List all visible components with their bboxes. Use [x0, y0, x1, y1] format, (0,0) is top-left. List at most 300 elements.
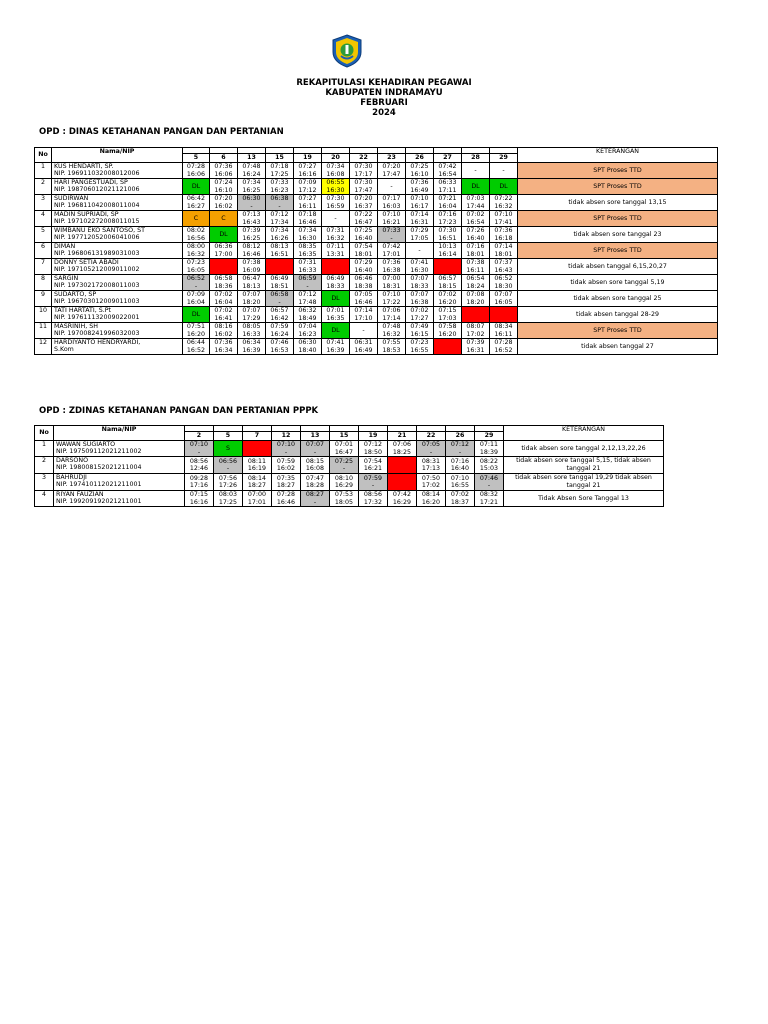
time-in: 06:33: [438, 179, 457, 187]
attendance-cell: [462, 179, 490, 195]
time-out: -: [250, 202, 253, 210]
time-out: 16:11: [298, 202, 317, 210]
attendance-cell: [359, 474, 388, 491]
employee-name: DARSONO: [56, 457, 89, 464]
attendance-cell: [238, 339, 266, 355]
time-in: 07:06: [382, 307, 401, 315]
time-in: 07:49: [410, 323, 429, 331]
time-in: 07:07: [305, 441, 325, 449]
attendance-cell: [490, 275, 518, 291]
attendance-cell: [446, 474, 475, 491]
time-out: 16:38: [382, 266, 401, 274]
day-header: 15: [266, 154, 294, 163]
time-in: 07:11: [326, 243, 345, 251]
attendance-cell: [388, 457, 417, 474]
day-header: 7: [243, 432, 272, 441]
time-out: 16:29: [334, 482, 354, 489]
time-in: 08:14: [247, 474, 267, 482]
time-out: 17:02: [421, 482, 441, 489]
attendance-cell: [490, 291, 518, 307]
time-in: 07:47: [305, 474, 325, 482]
time-in: 07:53: [334, 491, 354, 499]
time-in: 07:02: [214, 307, 233, 315]
time-out: 16:49: [410, 186, 429, 194]
time-out: 17:41: [494, 218, 513, 226]
employee-nip: S.Kom: [54, 346, 74, 354]
employee-nip: NIP. 198706012021121006: [54, 186, 140, 194]
time-out: 18:49: [298, 314, 317, 322]
time-in: 06:34: [242, 339, 261, 347]
attendance-cell: [185, 441, 214, 457]
time-out: 16:09: [242, 266, 261, 274]
row-number: 12: [35, 339, 52, 355]
attendance-cell: [210, 243, 238, 259]
time-out: 17:17: [354, 170, 373, 178]
day-header: 26: [446, 432, 475, 441]
keterangan-cell: tidak absen sore tanggal 2,12,13,22,26: [504, 441, 664, 457]
attendance-cell: [417, 457, 446, 474]
keterangan-cell: tidak absen tanggal 27: [518, 339, 718, 355]
employee-cell: [54, 474, 185, 491]
time-out: 16:46: [276, 498, 296, 506]
time-in: 07:55: [382, 339, 401, 347]
time-out: 16:37: [354, 202, 373, 210]
time-out: 16:10: [214, 186, 233, 194]
time-out: 18:38: [354, 282, 373, 290]
time-in: 07:34: [242, 179, 261, 187]
attendance-cell: [238, 307, 266, 323]
time-out: -: [458, 448, 462, 456]
keterangan-cell: SPT Proses TTD: [518, 323, 718, 339]
employee-name: SUDARTO, SP: [54, 291, 97, 298]
employee-cell: [54, 491, 185, 507]
attendance-cell: [183, 227, 210, 243]
attendance-cell: [330, 457, 359, 474]
time-out: 16:32: [494, 202, 513, 210]
time-in: 07:29: [410, 227, 429, 235]
keterangan-cell: tidak absen tanggal 28-29: [518, 307, 718, 323]
employee-nip: NIP. 197008241996032003: [54, 330, 140, 338]
attendance-cell: [210, 275, 238, 291]
attendance-cell: [185, 491, 214, 507]
time-in: 07:48: [242, 163, 261, 171]
employee-cell: [52, 227, 183, 243]
attendance-cell: [238, 227, 266, 243]
time-out: 16:08: [326, 170, 345, 178]
employee-cell: [52, 339, 183, 355]
row-number: 3: [35, 474, 54, 491]
attendance-cell: [272, 491, 301, 507]
title-line-4: 2024: [372, 108, 396, 118]
row-number: 5: [35, 227, 52, 243]
day-header: 26: [406, 154, 434, 163]
employee-nip: NIP. 197105212009011002: [54, 266, 140, 274]
keterangan-cell: SPT Proses TTD: [518, 179, 718, 195]
attendance-cell: [322, 195, 350, 211]
attendance-cell: [266, 259, 294, 275]
time-in: 07:28: [186, 163, 206, 171]
time-in: 08:00: [186, 243, 206, 251]
attendance-cell: [434, 227, 462, 243]
time-out: -: [194, 282, 198, 290]
time-out: 16:20: [421, 498, 441, 506]
time-out: 16:46: [354, 298, 373, 306]
attendance-cell: [350, 275, 378, 291]
time-in: 07:34: [270, 227, 289, 235]
time-in: 07:17: [382, 195, 401, 203]
attendance-cell: [490, 259, 518, 275]
time-in: 08:56: [363, 491, 383, 499]
attendance-cell: [210, 227, 238, 243]
time-in: 06:55: [326, 179, 345, 187]
time-out: 18:28: [305, 482, 325, 489]
row-number: 1: [35, 441, 54, 457]
time-in: 08:02: [186, 227, 206, 235]
attendance-cell: [490, 163, 518, 179]
time-in: 07:18: [270, 163, 289, 171]
time-out: 16:04: [186, 298, 206, 306]
time-in: DL: [191, 182, 201, 190]
time-out: 16:51: [438, 234, 457, 242]
time-in: 07:10: [382, 291, 401, 299]
attendance-cell: [210, 195, 238, 211]
attendance-cell: [406, 307, 434, 323]
attendance-cell: [294, 243, 322, 259]
attendance-cell: [446, 457, 475, 474]
time-out: 18:13: [242, 282, 261, 290]
time-in: 07:31: [298, 259, 317, 267]
time-in: 07:05: [421, 441, 441, 449]
attendance-cell: [462, 259, 490, 275]
time-out: 18:30: [494, 282, 513, 290]
time-in: 07:25: [354, 227, 373, 235]
time-in: 07:12: [298, 291, 317, 299]
attendance-cell: [417, 474, 446, 491]
time-in: 07:00: [247, 491, 267, 499]
attendance-cell: [183, 339, 210, 355]
time-in: 06:46: [354, 275, 373, 283]
time-in: -: [362, 326, 365, 334]
time-out: 17:25: [218, 498, 238, 506]
time-in: 07:07: [410, 275, 429, 283]
time-out: 17:47: [382, 170, 401, 178]
attendance-cell: [183, 275, 210, 291]
time-out: 18:37: [450, 498, 470, 506]
attendance-cell: [475, 457, 504, 474]
attendance-cell: [406, 339, 434, 355]
time-out: 16:27: [186, 202, 206, 210]
time-out: 16:34: [214, 346, 233, 354]
time-out: 18:39: [479, 448, 499, 456]
keterangan-cell: SPT Proses TTD: [518, 211, 718, 227]
time-out: 16:59: [326, 202, 345, 210]
time-out: 16:55: [450, 482, 470, 489]
title-line-3: FEBRUARI: [360, 98, 408, 108]
attendance-cell: [359, 457, 388, 474]
attendance-cell: [378, 211, 406, 227]
time-out: 16:18: [494, 234, 513, 242]
time-out: 18:15: [438, 282, 457, 290]
time-out: 16:25: [242, 186, 261, 194]
keterangan-cell: tidak absen tanggal 6,15,20,27: [518, 259, 718, 275]
day-header: 19: [359, 432, 388, 441]
employee-cell: [54, 457, 185, 474]
attendance-cell: [490, 179, 518, 195]
time-in: 07:42: [382, 243, 401, 251]
time-in: 07:02: [214, 291, 233, 299]
time-in: 06:58: [214, 275, 233, 283]
time-in: 07:03: [466, 195, 485, 203]
time-in: 07:04: [298, 323, 317, 331]
time-in: 07:05: [354, 291, 373, 299]
time-out: 16:16: [189, 498, 209, 506]
employee-name: BAHRUDJI: [56, 474, 87, 481]
attendance-cell: [183, 195, 210, 211]
attendance-cell: [294, 275, 322, 291]
attendance-cell: [183, 163, 210, 179]
time-out: 16:39: [326, 346, 345, 354]
time-in: 07:30: [438, 227, 457, 235]
attendance-cell: [350, 259, 378, 275]
time-in: 07:10: [382, 211, 401, 219]
attendance-cell: [238, 259, 266, 275]
row-number: 2: [35, 179, 52, 195]
time-in: 07:15: [189, 491, 209, 499]
time-in: DL: [191, 310, 201, 318]
time-out: 18:53: [382, 346, 401, 354]
time-in: 07:09: [298, 179, 317, 187]
time-in: 08:15: [305, 457, 325, 465]
employee-name: HARI PANGESTUADI, SP: [54, 179, 128, 186]
attendance-cell: [294, 291, 322, 307]
time-out: -: [226, 465, 230, 472]
day-header: 21: [388, 432, 417, 441]
attendance-table-2: [34, 425, 664, 507]
time-out: 17:16: [189, 482, 209, 489]
attendance-cell: [301, 441, 330, 457]
time-out: 17:10: [354, 314, 373, 322]
attendance-cell: [238, 323, 266, 339]
time-in: 07:42: [392, 491, 412, 499]
time-out: 16:15: [410, 330, 429, 338]
attendance-cell: [490, 243, 518, 259]
row-number: 4: [35, 211, 52, 227]
attendance-cell: [462, 339, 490, 355]
attendance-cell: [185, 457, 214, 474]
attendance-cell: [330, 441, 359, 457]
time-in: 08:56: [189, 457, 209, 465]
time-in: 07:07: [242, 307, 261, 315]
time-in: 06:38: [270, 195, 289, 203]
attendance-cell: [490, 339, 518, 355]
attendance-cell: [183, 211, 210, 227]
employee-nip: NIP. 197712052006041006: [54, 234, 140, 242]
time-in: 07:02: [450, 491, 470, 499]
time-in: -: [418, 246, 421, 254]
attendance-cell: [462, 227, 490, 243]
attendance-cell: [214, 457, 243, 474]
attendance-cell: [266, 307, 294, 323]
attendance-cell: [434, 259, 462, 275]
row-number: 8: [35, 275, 52, 291]
time-in: 08:16: [214, 323, 233, 331]
time-out: 16:04: [214, 298, 233, 306]
attendance-cell: [350, 291, 378, 307]
time-in: 07:28: [494, 339, 513, 347]
time-in: 06:52: [186, 275, 206, 283]
attendance-cell: [462, 243, 490, 259]
time-in: 08:35: [298, 243, 317, 251]
time-in: 07:15: [438, 307, 457, 315]
time-out: 16:20: [438, 298, 457, 306]
time-out: 18:33: [326, 282, 345, 290]
time-out: 16:21: [363, 465, 383, 472]
time-out: 16:35: [326, 314, 345, 322]
row-number: 3: [35, 195, 52, 211]
time-in: 06:44: [186, 339, 206, 347]
attendance-cell: [462, 275, 490, 291]
time-in: 07:24: [214, 179, 233, 187]
attendance-cell: [210, 259, 238, 275]
keterangan-cell: tidak absen sore tanggal 23: [518, 227, 718, 243]
time-in: 07:41: [410, 259, 429, 267]
time-in: C: [221, 214, 226, 222]
attendance-cell: [266, 291, 294, 307]
time-in: 07:36: [382, 259, 401, 267]
time-in: 08:12: [242, 243, 261, 251]
time-out: 16:16: [298, 170, 317, 178]
time-out: 16:24: [242, 170, 261, 178]
table-row: [35, 163, 718, 179]
attendance-cell: [388, 474, 417, 491]
employee-name: HARDIYANTO HENDRYARDI,: [54, 339, 141, 346]
time-in: 07:10: [494, 211, 513, 219]
table-row: [35, 291, 718, 307]
attendance-cell: [266, 275, 294, 291]
time-out: 16:23: [270, 186, 289, 194]
time-in: 07:36: [410, 179, 429, 187]
time-in: 07:02: [438, 291, 457, 299]
time-out: -: [487, 482, 491, 489]
time-out: -: [278, 202, 281, 210]
employee-cell: [52, 179, 183, 195]
attendance-cell: [406, 179, 434, 195]
attendance-cell: [350, 211, 378, 227]
attendance-cell: [185, 474, 214, 491]
time-out: 18:36: [214, 282, 233, 290]
time-in: 08:27: [305, 491, 325, 499]
employee-cell: [52, 307, 183, 323]
time-out: 16:30: [298, 234, 317, 242]
attendance-cell: [322, 275, 350, 291]
time-in: 07:39: [242, 227, 261, 235]
time-out: 16:46: [298, 218, 317, 226]
employee-cell: [52, 243, 183, 259]
time-in: 07:46: [270, 339, 289, 347]
header-keterangan: KETERANGAN: [518, 148, 718, 163]
attendance-cell: [462, 307, 490, 323]
time-out: 15:03: [479, 465, 499, 472]
attendance-cell: [210, 211, 238, 227]
employee-cell: [52, 211, 183, 227]
time-in: 06:31: [354, 339, 373, 347]
time-out: 18:25: [392, 448, 412, 456]
attendance-cell: [462, 323, 490, 339]
table-row: [35, 323, 718, 339]
attendance-cell: [406, 163, 434, 179]
attendance-cell: [294, 307, 322, 323]
time-out: 16:52: [494, 346, 513, 354]
attendance-cell: [294, 211, 322, 227]
time-in: 08:05: [242, 323, 261, 331]
time-out: 17:23: [438, 218, 457, 226]
time-out: 13:31: [326, 250, 345, 258]
header-keterangan: KETERANGAN: [504, 426, 664, 441]
time-out: 18:27: [276, 482, 296, 489]
time-in: 06:36: [214, 243, 233, 251]
time-in: 06:57: [270, 307, 289, 315]
employee-nip: NIP. 198008152021211004: [56, 464, 142, 472]
time-in: S: [226, 444, 230, 452]
time-in: 07:14: [494, 243, 513, 251]
time-out: 16:53: [270, 346, 289, 354]
time-in: 07:12: [450, 441, 470, 449]
time-out: 16:02: [214, 330, 233, 338]
time-out: 17:27: [410, 314, 429, 322]
time-out: 17:44: [466, 202, 485, 210]
time-in: 07:14: [354, 307, 373, 315]
time-in: 07:12: [270, 211, 289, 219]
time-out: 16:20: [186, 330, 206, 338]
attendance-cell: [475, 441, 504, 457]
attendance-cell: [378, 227, 406, 243]
report-title: [0, 78, 768, 118]
day-header: 13: [238, 154, 266, 163]
time-in: 07:33: [382, 227, 401, 235]
time-in: 08:32: [479, 491, 499, 499]
time-in: DL: [219, 230, 228, 238]
table-row: [35, 243, 718, 259]
time-in: 06:30: [298, 339, 317, 347]
attendance-cell: [378, 291, 406, 307]
keterangan-cell: tidak absen sore tanggal 5,15, tidak absen tanggal 21: [504, 457, 664, 474]
time-in: 08:22: [479, 457, 499, 465]
attendance-cell: [406, 291, 434, 307]
time-in: 07:11: [479, 441, 499, 449]
time-in: 07:48: [382, 323, 401, 331]
day-header: 22: [350, 154, 378, 163]
employee-nip: NIP. 196703012009011003: [54, 298, 140, 306]
time-out: 18:31: [382, 282, 401, 290]
employee-nip: NIP. 197611132009022001: [54, 314, 140, 322]
time-out: 16:31: [410, 218, 429, 226]
time-in: 08:31: [421, 457, 441, 465]
time-out: 18:24: [466, 282, 485, 290]
time-out: 17:11: [438, 186, 457, 194]
attendance-cell: [243, 457, 272, 474]
time-in: 07:50: [421, 474, 441, 482]
header-nama-nip: Nama/NIP: [54, 426, 185, 441]
employee-name: WIMBANU EKO SANTOSO, ST: [54, 227, 145, 234]
time-in: 07:30: [326, 195, 345, 203]
time-in: DL: [471, 182, 480, 190]
time-in: 06:54: [466, 275, 485, 283]
time-in: 07:18: [298, 211, 317, 219]
row-number: 9: [35, 291, 52, 307]
time-out: 16:23: [298, 330, 317, 338]
time-in: 07:36: [494, 227, 513, 235]
attendance-cell: [350, 179, 378, 195]
